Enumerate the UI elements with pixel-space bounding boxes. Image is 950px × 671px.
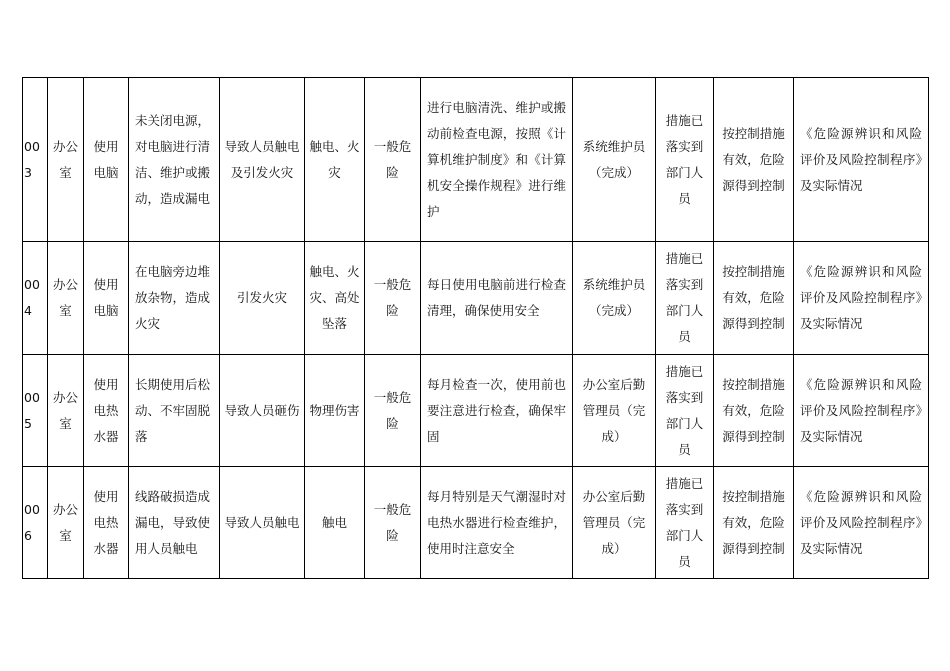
basis-cell: 《危险源辨识和风险评价及风险控制程序》及实际情况 [794, 242, 929, 355]
implementation-cell: 措施已落实到部门人员 [656, 242, 714, 355]
responsible-cell: 系统维护员（完成） [573, 78, 656, 242]
activity-cell: 使用电热水器 [84, 355, 129, 467]
effect-cell: 按控制措施有效，危险源得到控制 [714, 355, 794, 467]
dept-cell: 办公室 [48, 355, 84, 467]
accident-cell: 物理伤害 [305, 355, 365, 467]
activity-cell: 使用电脑 [84, 78, 129, 242]
table-row [23, 467, 929, 579]
row-id: 003 [23, 78, 48, 242]
accident-cell: 触电 [305, 467, 365, 579]
consequence-cell: 导致人员砸伤 [220, 355, 305, 467]
level-cell: 一般危险 [365, 467, 421, 579]
row-id: 005 [23, 355, 48, 467]
dept-cell: 办公室 [48, 78, 84, 242]
level-cell: 一般危险 [365, 355, 421, 467]
measure-cell: 每月检查一次，使用前也要注意进行检查，确保牢固 [421, 355, 573, 467]
table-row [23, 242, 929, 355]
effect-cell: 按控制措施有效，危险源得到控制 [714, 78, 794, 242]
activity-cell: 使用电脑 [84, 242, 129, 355]
responsible-cell: 办公室后勤管理员（完成） [573, 355, 656, 467]
basis-cell: 《危险源辨识和风险评价及风险控制程序》及实际情况 [794, 467, 929, 579]
consequence-cell: 引发火灾 [220, 242, 305, 355]
measure-cell: 进行电脑清洗、维护或搬动前检查电源，按照《计算机维护制度》和《计算机安全操作规程》进行维护 [421, 78, 573, 242]
dept-cell: 办公室 [48, 242, 84, 355]
consequence-cell: 导致人员触电及引发火灾 [220, 78, 305, 242]
basis-cell: 《危险源辨识和风险评价及风险控制程序》及实际情况 [794, 355, 929, 467]
accident-cell: 触电、火灾、高处坠落 [305, 242, 365, 355]
hazard-cell: 长期使用后松动、不牢固脱落 [129, 355, 220, 467]
consequence-cell: 导致人员触电 [220, 467, 305, 579]
accident-cell: 触电、火灾 [305, 78, 365, 242]
row-id: 004 [23, 242, 48, 355]
basis-cell: 《危险源辨识和风险评价及风险控制程序》及实际情况 [794, 78, 929, 242]
responsible-cell: 办公室后勤管理员（完成） [573, 467, 656, 579]
table-row [23, 78, 929, 242]
effect-cell: 按控制措施有效，危险源得到控制 [714, 467, 794, 579]
activity-cell: 使用电热水器 [84, 467, 129, 579]
row-id: 006 [23, 467, 48, 579]
hazard-cell: 线路破损造成漏电，导致使用人员触电 [129, 467, 220, 579]
responsible-cell: 系统维护员（完成） [573, 242, 656, 355]
hazard-table [22, 77, 929, 579]
hazard-cell: 在电脑旁边堆放杂物，造成火灾 [129, 242, 220, 355]
level-cell: 一般危险 [365, 78, 421, 242]
measure-cell: 每月特别是天气潮湿时对电热水器进行检查维护，使用时注意安全 [421, 467, 573, 579]
implementation-cell: 措施已落实到部门人员 [656, 467, 714, 579]
table-row [23, 355, 929, 467]
effect-cell: 按控制措施有效，危险源得到控制 [714, 242, 794, 355]
measure-cell: 每日使用电脑前进行检查清理，确保使用安全 [421, 242, 573, 355]
implementation-cell: 措施已落实到部门人员 [656, 78, 714, 242]
level-cell: 一般危险 [365, 242, 421, 355]
hazard-cell: 未关闭电源，对电脑进行清洁、维护或搬动，造成漏电 [129, 78, 220, 242]
dept-cell: 办公室 [48, 467, 84, 579]
implementation-cell: 措施已落实到部门人员 [656, 355, 714, 467]
